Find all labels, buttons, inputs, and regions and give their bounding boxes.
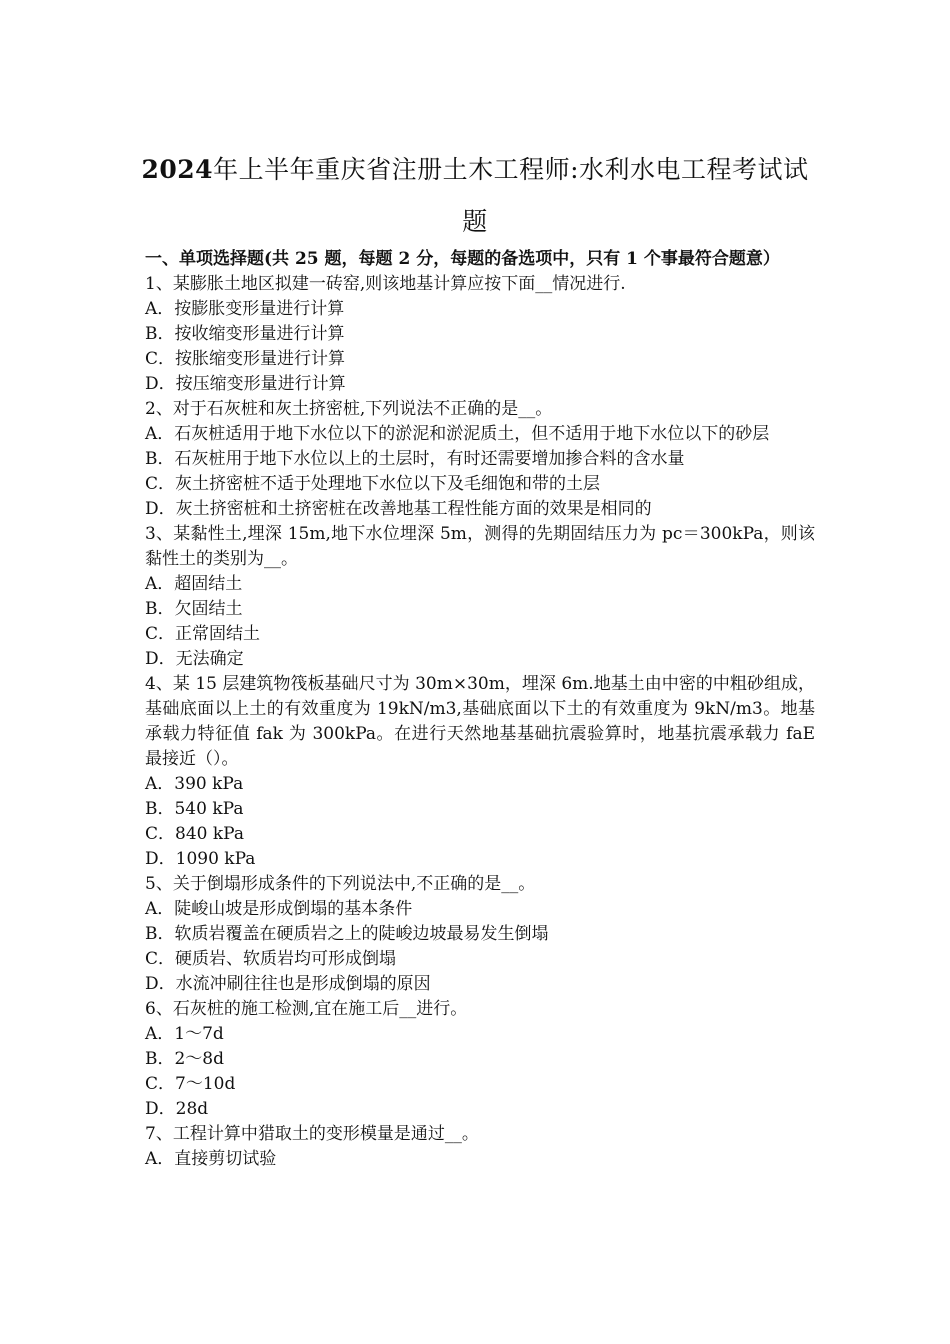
option: B．按收缩变形量进行计算 [145,324,345,344]
option: A．超固结土 [145,574,243,594]
question-stem: 5、关于倒塌形成条件的下列说法中,不正确的是__。 [145,874,536,894]
question-stem: 2、对于石灰桩和灰土挤密桩,下列说法不正确的是__。 [145,399,553,419]
question-3 [145,522,815,672]
option: A．石灰桩适用于地下水位以下的淤泥和淤泥质土，但不适用于地下水位以下的砂层 [145,424,770,444]
option: D．灰土挤密桩和土挤密桩在改善地基工程性能方面的效果是相同的 [145,499,652,519]
option: A．陡峻山坡是形成倒塌的基本条件 [145,899,413,919]
question-stem: 1、某膨胀土地区拟建一砖窑,则该地基计算应按下面__情况进行. [145,274,626,294]
option: A．390 kPa [145,774,244,794]
question-stem: 7、工程计算中猎取土的变形模量是通过__。 [145,1124,479,1144]
option: D．无法确定 [145,649,244,669]
question-2 [145,397,815,522]
option: D．按压缩变形量进行计算 [145,374,346,394]
option: A．1～7d [145,1024,224,1044]
question-6 [145,997,815,1122]
question-4 [145,672,815,872]
question-stem: 4、某 15 层建筑物筏板基础尺寸为 30m×30m，埋深 6m.地基土由中密的中粗砂组成，基础底面以上土的有效重度为 19kN/m3,基础底面以下土的有效重度为 9kN/m3。地基承载力特征值 fak 为 300kPa。在进行天然地基基础抗震验算时，地基抗震承载力 faE 最接近（）。 [145,674,815,769]
option: D．28d [145,1099,209,1119]
option: D．1090 kPa [145,849,256,869]
option: C．硬质岩、软质岩均可形成倒塌 [145,949,397,969]
option: B．石灰桩用于地下水位以上的土层时，有时还需要增加掺合料的含水量 [145,449,685,469]
document-body [145,247,815,1172]
section-heading: 一、单项选择题(共 25 题，每题 2 分，每题的备选项中，只有 1 个事最符合题意） [145,249,780,269]
option: C．灰土挤密桩不适于处理地下水位以下及毛细饱和带的土层 [145,474,601,494]
question-stem: 3、某黏性土,埋深 15m,地下水位埋深 5m，测得的先期固结压力为 pc＝300kPa，则该黏性土的类别为__。 [145,524,815,569]
option: C．7～10d [145,1074,236,1094]
title-year: 2024 [141,155,214,184]
question-1 [145,272,815,397]
question-7 [145,1122,815,1172]
option: C．840 kPa [145,824,244,844]
document-title [130,144,820,248]
option: A．按膨胀变形量进行计算 [145,299,345,319]
option: C．按胀缩变形量进行计算 [145,349,346,369]
option: C．正常固结土 [145,624,261,644]
question-stem: 6、石灰桩的施工检测,宜在施工后__进行。 [145,999,468,1019]
option: D．水流冲刷往往也是形成倒塌的原因 [145,974,431,994]
option: B．540 kPa [145,799,244,819]
option: B．2～8d [145,1049,225,1069]
option: A．直接剪切试验 [145,1149,277,1169]
question-5 [145,872,815,997]
option: B．欠固结土 [145,599,243,619]
option: B．软质岩覆盖在硬质岩之上的陡峻边坡最易发生倒塌 [145,924,549,944]
title-text: 年上半年重庆省注册土木工程师:水利水电工程考试试题 [213,155,809,236]
